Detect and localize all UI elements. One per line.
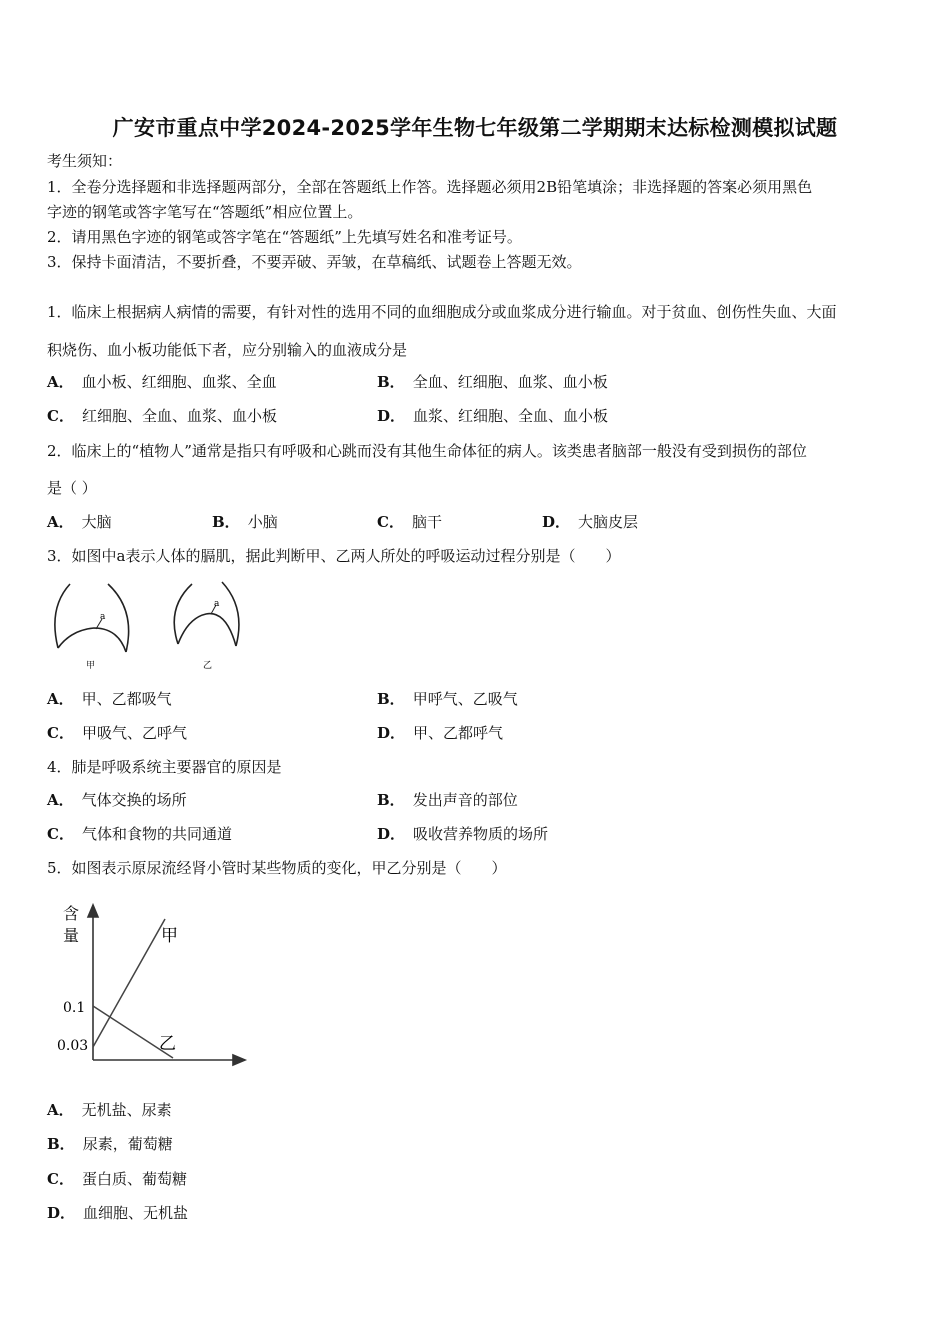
q3-option-b[interactable]: B． 甲呼气、乙吸气 xyxy=(377,690,518,708)
q2-option-a[interactable]: A． 大脑 xyxy=(47,513,112,531)
q3-option-a[interactable]: A． 甲、乙都吸气 xyxy=(47,690,172,708)
q4-option-b[interactable]: B． 发出声音的部位 xyxy=(377,791,518,809)
q5-option-a[interactable]: A． 无机盐、尿素 xyxy=(47,1101,172,1119)
page-title: 广安市重点中学2024-2025学年生物七年级第二学期期末达标检测模拟试题 xyxy=(112,116,838,140)
notice-line-1a: 1．全卷分选择题和非选择题两部分，全部在答题纸上作答。选择题必须用2B铅笔填涂；非选择题的答案必须用黑色 xyxy=(47,178,813,196)
label-a-jia: a xyxy=(100,612,106,622)
q5-stem: 5．如图表示原尿流经肾小管时某些物质的变化，甲乙分别是（ ） xyxy=(47,859,507,877)
q1-stem-line-1: 1．临床上根据病人病情的需要，有针对性的选用不同的血细胞成分或血浆成分进行输血。对于贫血、创伤性失血、大面 xyxy=(47,303,837,321)
q2-option-c[interactable]: C． 脑干 xyxy=(377,513,442,531)
y-axis-arrow xyxy=(88,905,98,917)
tick-0-03: 0.03 xyxy=(57,1038,89,1054)
label-a-yi: a xyxy=(214,599,220,609)
q3-option-c[interactable]: C． 甲吸气、乙呼气 xyxy=(47,724,187,742)
line-jia xyxy=(93,919,165,1047)
chest-diagram-jia xyxy=(55,584,129,652)
notice-line-3: 3．保持卡面清洁，不要折叠，不要弄破、弄皱，在草稿纸、试题卷上答题无效。 xyxy=(47,253,582,271)
q2-stem-line-1: 2．临床上的“植物人”通常是指只有呼吸和心跳而没有其他生命体征的病人。该类患者脑部一般没有受到损伤的部位 xyxy=(47,442,807,460)
y-label-bottom: 量 xyxy=(63,926,80,945)
q3-option-d[interactable]: D． 甲、乙都呼气 xyxy=(377,724,504,742)
chest-diagram-yi xyxy=(174,582,239,646)
q1-option-d[interactable]: D． 血浆、红细胞、全血、血小板 xyxy=(377,407,609,425)
q1-option-c[interactable]: C． 红细胞、全血、血浆、血小板 xyxy=(47,407,277,425)
q4-option-c[interactable]: C． 气体和食物的共同通道 xyxy=(47,825,232,843)
y-label-top: 含 xyxy=(63,904,80,923)
tick-0-1: 0.1 xyxy=(63,1000,86,1016)
substance-graph xyxy=(55,895,255,1070)
q5-option-b[interactable]: B． 尿素，葡萄糖 xyxy=(47,1135,173,1153)
caption-yi: 乙 xyxy=(203,661,213,671)
q2-option-d[interactable]: D． 大脑皮层 xyxy=(542,513,639,531)
q2-stem-line-2: 是（ ） xyxy=(47,479,97,497)
notice-line-2: 2．请用黑色字迹的钢笔或答字笔在“答题纸”上先填写姓名和准考证号。 xyxy=(47,228,522,246)
q3-stem: 3．如图中a表示人体的膈肌，据此判断甲、乙两人所处的呼吸运动过程分别是（ ） xyxy=(47,547,621,565)
q1-option-a[interactable]: A． 血小板、红细胞、血浆、全血 xyxy=(47,373,277,391)
caption-jia: 甲 xyxy=(86,661,96,671)
label-jia: 甲 xyxy=(161,926,178,946)
q1-stem-line-2: 积烧伤、血小板功能低下者，应分别输入的血液成分是 xyxy=(47,341,408,359)
diaphragm-figure xyxy=(46,578,246,673)
q5-option-d[interactable]: D． 血细胞、无机盐 xyxy=(47,1204,189,1222)
q4-option-d[interactable]: D． 吸收营养物质的场所 xyxy=(377,825,549,843)
q1-option-b[interactable]: B． 全血、红细胞、血浆、血小板 xyxy=(377,373,608,391)
q5-option-c[interactable]: C． 蛋白质、葡萄糖 xyxy=(47,1170,187,1188)
q2-option-b[interactable]: B． 小脑 xyxy=(212,513,278,531)
x-axis-arrow xyxy=(233,1055,245,1065)
label-yi: 乙 xyxy=(159,1034,176,1054)
notice-line-1b: 字迹的钢笔或答字笔写在“答题纸”相应位置上。 xyxy=(47,203,363,221)
q4-stem: 4．肺是呼吸系统主要器官的原因是 xyxy=(47,758,282,776)
notice-heading: 考生须知： xyxy=(47,152,123,170)
q4-option-a[interactable]: A． 气体交换的场所 xyxy=(47,791,187,809)
